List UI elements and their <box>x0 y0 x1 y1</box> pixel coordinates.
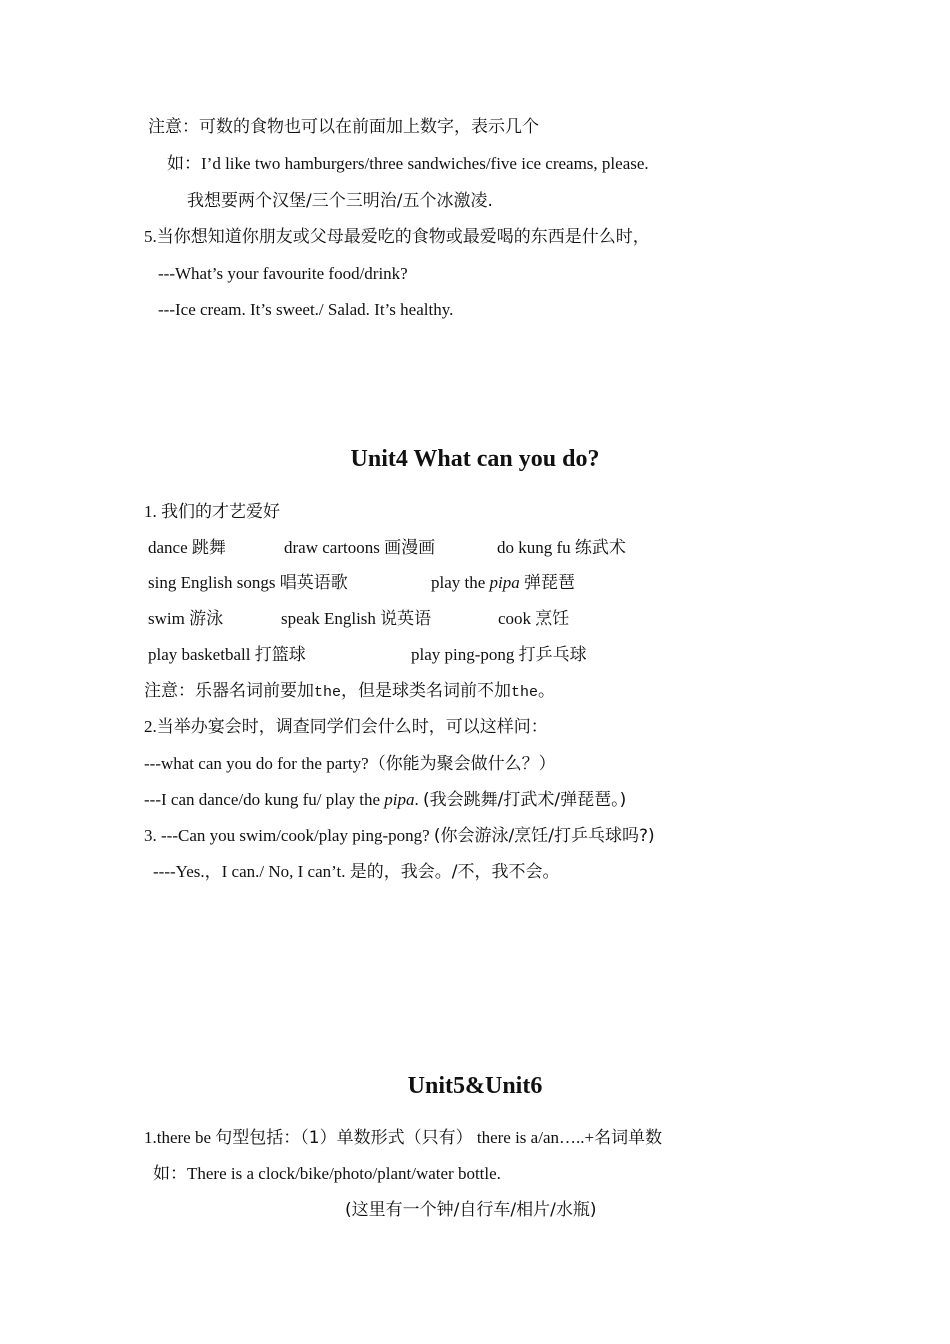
point-5-text: 当你想知道你朋友或父母最爱吃的食物或最爱喝的东西是什么时， <box>156 227 650 247</box>
point-1-text: 我们的才艺爱好 <box>161 502 280 522</box>
there-be-example-zh: (这里有一个钟/自行车/相片/水瓶) <box>345 1200 597 1220</box>
vocab-item: sing English songs 唱英语歌 <box>148 573 348 593</box>
note-line <box>148 116 539 138</box>
pipa-word: pipa <box>489 573 520 592</box>
vocab-item: draw cartoons 画漫画 <box>284 538 436 558</box>
unit56-title: Unit5&Unit6 <box>407 1073 543 1099</box>
dialog-question: ---What’s your favourite food/drink? <box>158 264 408 283</box>
dialog-answer: ---Ice cream. It’s sweet./ Salad. It’s healthy. <box>158 300 454 319</box>
instrument-note: 注意：乐器名词前要加the，但是球类名词前不加the。 <box>144 681 556 701</box>
note-text: 可数的食物也可以在前面加上数字，表示几个 <box>199 117 539 137</box>
there-be-example: 如：There is a clock/bike/photo/plant/water bottle. <box>153 1164 501 1184</box>
example-line <box>167 153 649 175</box>
party-question: ---what can you do for the party?（你能为聚会做什么？） <box>144 754 556 774</box>
unit4-point-2: 2.当举办宴会时，调查同学们会什么时，可以这样问： <box>144 717 548 737</box>
vocab-item: swim 游泳 <box>148 609 224 629</box>
vocab-item: do kung fu 练武术 <box>497 538 626 558</box>
example-en: I’d like two hamburgers/three sandwiches/five ice creams, please. <box>201 154 649 173</box>
vocab-item: play ping-pong 打乒乓球 <box>411 645 587 665</box>
point-5 <box>144 226 650 248</box>
point-5-num: 5. <box>144 227 157 246</box>
point-1-num: 1. <box>144 502 157 521</box>
note-label: 注意： <box>148 117 199 137</box>
unit4-title: Unit4 What can you do? <box>350 446 600 472</box>
party-answer: ---I can dance/do kung fu/ play the pipa. (我会跳舞/打武术/弹琵琶。) <box>144 790 627 810</box>
ability-question: 3. ---Can you swim/cook/play ping-pong? (你会游泳/烹饪/打乒乓球吗?) <box>144 826 655 846</box>
vocab-item: dance 跳舞 <box>148 538 226 558</box>
example-label: 如： <box>167 154 201 174</box>
example-zh: 我想要两个汉堡/三个三明治/五个冰激凌. <box>187 191 493 211</box>
vocab-item: play basketball 打篮球 <box>148 645 306 665</box>
ability-answer: ----Yes.，I can./ No, I can’t. 是的，我会。/不，我不会。 <box>153 862 560 882</box>
vocab-item: speak English 说英语 <box>281 609 432 629</box>
vocab-item: cook 烹饪 <box>498 609 570 629</box>
unit4-point-1 <box>144 501 280 523</box>
there-be-rule: 1.there be 句型包括：（1）单数形式（只有） there is a/an…..+名词单数 <box>144 1128 663 1148</box>
vocab-item: play the pipa 弹琵琶 <box>431 573 576 593</box>
